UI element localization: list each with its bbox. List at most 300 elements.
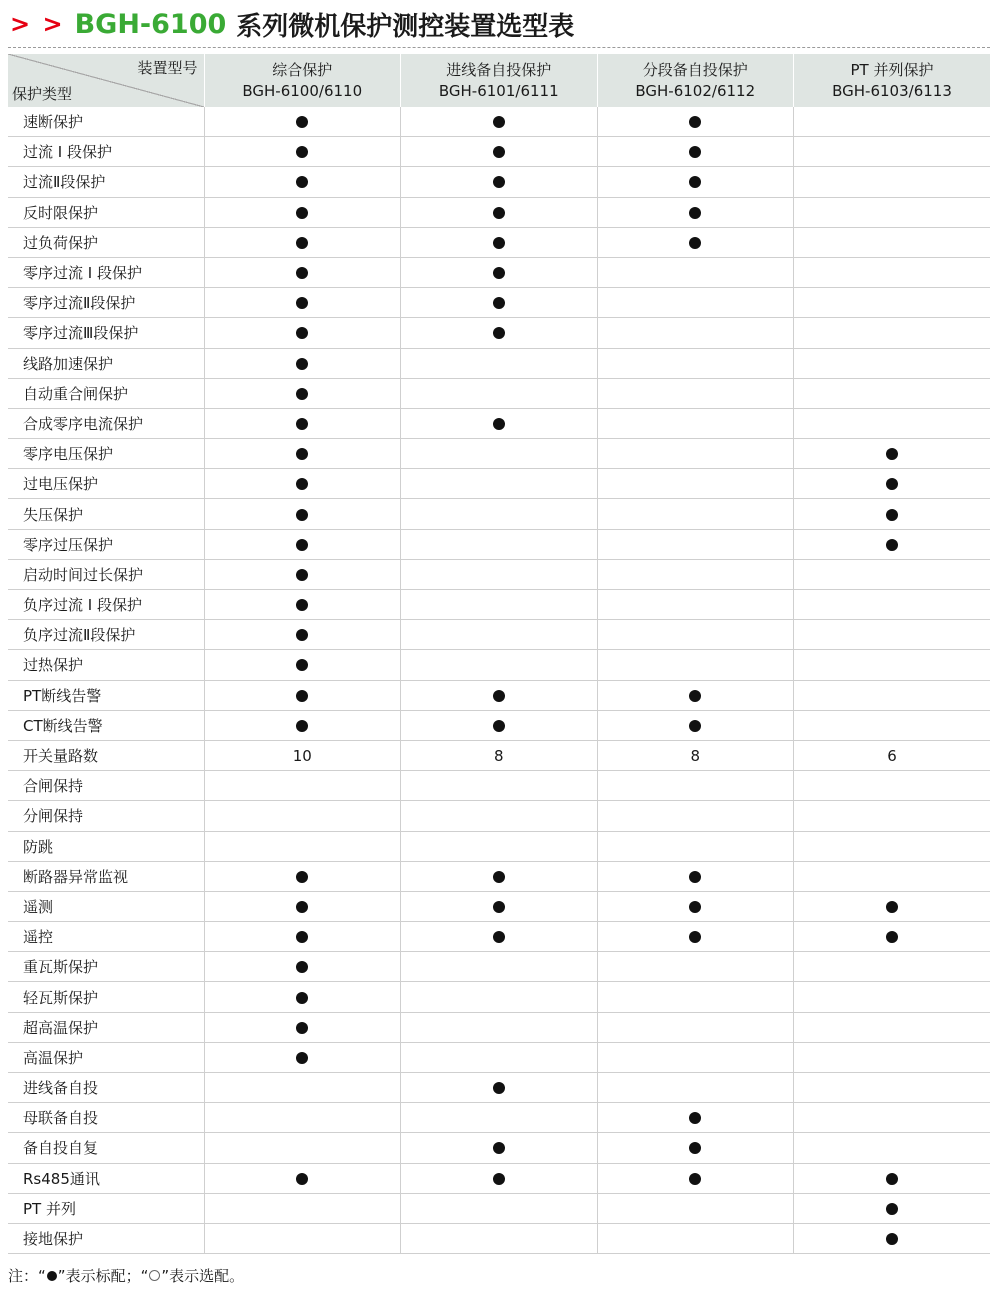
table-row	[8, 408, 990, 438]
table-row	[8, 650, 990, 680]
note-quote-close: ”	[161, 1266, 170, 1285]
table-cell	[401, 288, 598, 318]
filled-dot-icon	[296, 509, 308, 521]
row-label: 重瓦斯保护	[8, 952, 204, 982]
row-label: 失压保护	[8, 499, 204, 529]
table-cell	[794, 1103, 991, 1133]
table-row	[8, 831, 990, 861]
table-row	[8, 1163, 990, 1193]
row-label: 负序过流Ⅱ段保护	[8, 620, 204, 650]
filled-dot-icon	[493, 1173, 505, 1185]
row-label: 断路器异常监视	[8, 861, 204, 891]
table-cell	[794, 831, 991, 861]
table-cell	[597, 861, 794, 891]
filled-dot-icon	[886, 509, 898, 521]
table-cell	[597, 710, 794, 740]
table-cell	[204, 1193, 401, 1223]
table-row	[8, 197, 990, 227]
row-label: 母联备自投	[8, 1103, 204, 1133]
filled-dot-icon	[296, 720, 308, 732]
row-label: 合成零序电流保护	[8, 408, 204, 438]
table-cell	[401, 922, 598, 952]
column-model: BGH-6103/6113	[832, 81, 952, 100]
table-cell	[794, 680, 991, 710]
table-cell	[204, 1012, 401, 1042]
table-cell	[204, 197, 401, 227]
table-cell	[204, 922, 401, 952]
filled-dot-icon	[886, 1203, 898, 1215]
table-cell	[597, 801, 794, 831]
table-cell	[794, 167, 991, 197]
note-standard: 表示标配；	[65, 1267, 141, 1285]
table-cell	[401, 227, 598, 257]
table-cell	[401, 107, 598, 137]
table-cell	[597, 1073, 794, 1103]
table-cell	[794, 1012, 991, 1042]
filled-dot-icon	[296, 931, 308, 943]
filled-dot-icon	[296, 539, 308, 551]
filled-dot-icon	[493, 690, 505, 702]
filled-dot-icon	[296, 237, 308, 249]
table-row	[8, 469, 990, 499]
table-cell	[204, 167, 401, 197]
table-cell	[597, 137, 794, 167]
table-cell	[204, 559, 401, 589]
table-row	[8, 680, 990, 710]
row-label: 防跳	[8, 831, 204, 861]
table-cell	[401, 1133, 598, 1163]
column-model: BGH-6101/6111	[438, 81, 559, 100]
table-cell	[794, 439, 991, 469]
filled-dot-icon	[296, 297, 308, 309]
table-cell	[597, 197, 794, 227]
table-cell	[401, 257, 598, 287]
table-cell	[204, 952, 401, 982]
table-cell	[597, 1012, 794, 1042]
filled-dot-icon	[689, 176, 701, 188]
legend-note	[8, 1265, 244, 1286]
table-cell	[401, 559, 598, 589]
filled-dot-icon	[689, 720, 701, 732]
table-cell	[204, 590, 401, 620]
row-label: 启动时间过长保护	[8, 559, 204, 589]
filled-dot-icon	[296, 207, 308, 219]
filled-dot-icon	[886, 448, 898, 460]
table-cell	[597, 499, 794, 529]
column-header	[597, 54, 794, 107]
filled-dot-icon	[493, 327, 505, 339]
table-cell	[401, 439, 598, 469]
table-row	[8, 1103, 990, 1133]
table-cell	[401, 1223, 598, 1253]
table-cell	[204, 771, 401, 801]
filled-dot-icon	[886, 931, 898, 943]
table-cell	[204, 1073, 401, 1103]
table-cell	[794, 529, 991, 559]
filled-dot-icon	[689, 1173, 701, 1185]
filled-dot-icon	[296, 992, 308, 1004]
table-row	[8, 318, 990, 348]
table-cell	[597, 469, 794, 499]
filled-dot-icon	[296, 1173, 308, 1185]
row-label: 过电压保护	[8, 469, 204, 499]
filled-dot-icon	[493, 116, 505, 128]
table-cell	[794, 288, 991, 318]
row-label: 零序过压保护	[8, 529, 204, 559]
table-row	[8, 710, 990, 740]
filled-dot-icon	[689, 931, 701, 943]
table-cell	[794, 107, 991, 137]
table-cell	[204, 680, 401, 710]
table-cell	[597, 439, 794, 469]
note-optional: 表示选配。	[169, 1267, 245, 1285]
table-cell	[794, 1163, 991, 1193]
row-label: 零序过流 I 段保护	[8, 257, 204, 287]
table-row	[8, 137, 990, 167]
row-label: 接地保护	[8, 1223, 204, 1253]
row-label: 超高温保护	[8, 1012, 204, 1042]
table-cell	[597, 1223, 794, 1253]
filled-dot-icon	[296, 448, 308, 460]
table-cell	[597, 891, 794, 921]
table-cell	[794, 499, 991, 529]
table-cell	[204, 288, 401, 318]
filled-dot-icon	[689, 1112, 701, 1124]
filled-dot-icon	[296, 146, 308, 158]
filled-dot-icon	[296, 599, 308, 611]
table-cell	[794, 590, 991, 620]
table-cell	[204, 1223, 401, 1253]
filled-dot-icon	[493, 176, 505, 188]
table-header-row	[8, 54, 990, 107]
filled-dot-icon	[886, 539, 898, 551]
table-cell	[204, 1103, 401, 1133]
table-cell	[401, 1103, 598, 1133]
table-row	[8, 620, 990, 650]
filled-dot-icon	[493, 931, 505, 943]
filled-dot-icon	[493, 237, 505, 249]
table-cell	[204, 137, 401, 167]
table-cell	[597, 590, 794, 620]
filled-dot-icon	[47, 1271, 57, 1281]
table-cell	[401, 771, 598, 801]
table-cell	[794, 378, 991, 408]
table-cell	[401, 1012, 598, 1042]
table-cell	[401, 861, 598, 891]
table-cell	[204, 469, 401, 499]
table-cell	[597, 107, 794, 137]
table-cell	[597, 227, 794, 257]
filled-dot-icon	[689, 207, 701, 219]
table-cell	[204, 861, 401, 891]
table-cell	[597, 288, 794, 318]
filled-dot-icon	[493, 1142, 505, 1154]
table-row	[8, 529, 990, 559]
filled-dot-icon	[296, 961, 308, 973]
table-cell	[794, 620, 991, 650]
row-label: 备自投自复	[8, 1133, 204, 1163]
table-row	[8, 107, 990, 137]
table-cell	[597, 408, 794, 438]
filled-dot-icon	[689, 1142, 701, 1154]
filled-dot-icon	[493, 871, 505, 883]
table-cell	[597, 257, 794, 287]
table-row	[8, 378, 990, 408]
table-cell	[597, 1163, 794, 1193]
row-label: PT 并列	[8, 1193, 204, 1223]
table-cell	[794, 1042, 991, 1072]
table-cell	[794, 1133, 991, 1163]
column-name: PT 并列保护	[850, 60, 934, 79]
filled-dot-icon	[296, 116, 308, 128]
table-cell	[597, 167, 794, 197]
table-cell: 6	[794, 740, 991, 770]
column-header	[401, 54, 598, 107]
table-row	[8, 1223, 990, 1253]
filled-dot-icon	[689, 146, 701, 158]
corner-protection-type-label: 保护类型	[12, 85, 73, 103]
filled-dot-icon	[493, 146, 505, 158]
filled-dot-icon	[689, 871, 701, 883]
table-cell	[794, 1193, 991, 1223]
table-row	[8, 439, 990, 469]
table-cell	[401, 1042, 598, 1072]
table-cell: 10	[204, 740, 401, 770]
table-cell	[794, 1223, 991, 1253]
selection-table	[8, 54, 990, 1254]
table-cell	[794, 1073, 991, 1103]
filled-dot-icon	[296, 1022, 308, 1034]
table-cell	[401, 469, 598, 499]
table-cell	[204, 529, 401, 559]
note-quote-open: “	[140, 1266, 149, 1285]
table-cell	[597, 952, 794, 982]
table-row	[8, 740, 990, 770]
table-cell	[401, 529, 598, 559]
table-row	[8, 227, 990, 257]
table-cell	[401, 378, 598, 408]
table-cell	[204, 1042, 401, 1072]
table-cell	[794, 650, 991, 680]
filled-dot-icon	[296, 901, 308, 913]
table-row	[8, 1073, 990, 1103]
table-cell	[204, 499, 401, 529]
row-label: 分闸保持	[8, 801, 204, 831]
table-row	[8, 771, 990, 801]
table-cell	[401, 499, 598, 529]
table-cell	[204, 620, 401, 650]
table-cell	[401, 831, 598, 861]
filled-dot-icon	[689, 116, 701, 128]
table-cell	[401, 167, 598, 197]
table-cell	[401, 982, 598, 1012]
column-name: 分段备自投保护	[642, 60, 748, 79]
table-cell	[204, 318, 401, 348]
corner-device-model-label: 装置型号	[137, 59, 198, 77]
row-label: PT断线告警	[8, 680, 204, 710]
filled-dot-icon	[493, 297, 505, 309]
table-cell	[597, 982, 794, 1012]
table-row	[8, 1042, 990, 1072]
filled-dot-icon	[493, 1082, 505, 1094]
filled-dot-icon	[886, 1233, 898, 1245]
page-title	[10, 4, 574, 44]
filled-dot-icon	[296, 388, 308, 400]
table-cell	[401, 348, 598, 378]
table-cell	[401, 1163, 598, 1193]
table-cell	[401, 680, 598, 710]
filled-dot-icon	[296, 176, 308, 188]
table-cell	[204, 891, 401, 921]
table-row	[8, 590, 990, 620]
table-row	[8, 801, 990, 831]
table-row	[8, 891, 990, 921]
table-cell	[204, 408, 401, 438]
table-cell	[401, 318, 598, 348]
table-cell	[794, 982, 991, 1012]
table-cell	[597, 831, 794, 861]
hollow-dot-icon	[149, 1270, 160, 1281]
row-label: 遥控	[8, 922, 204, 952]
table-cell	[204, 982, 401, 1012]
row-label: Rs485通讯	[8, 1163, 204, 1193]
filled-dot-icon	[493, 418, 505, 430]
table-cell	[204, 227, 401, 257]
row-label: 遥测	[8, 891, 204, 921]
table-cell	[794, 257, 991, 287]
table-cell	[401, 197, 598, 227]
table-cell	[204, 650, 401, 680]
filled-dot-icon	[886, 901, 898, 913]
row-label: 零序电压保护	[8, 439, 204, 469]
table-cell	[597, 318, 794, 348]
table-cell	[794, 348, 991, 378]
row-label: 负序过流 I 段保护	[8, 590, 204, 620]
table-cell	[794, 227, 991, 257]
table-cell	[401, 408, 598, 438]
row-label: 过流Ⅱ段保护	[8, 167, 204, 197]
table-cell	[597, 680, 794, 710]
filled-dot-icon	[296, 569, 308, 581]
filled-dot-icon	[493, 207, 505, 219]
table-cell	[597, 378, 794, 408]
table-row	[8, 167, 990, 197]
filled-dot-icon	[296, 871, 308, 883]
column-model: BGH-6100/6110	[242, 81, 363, 100]
corner-header-cell	[8, 54, 204, 107]
row-label: 零序过流Ⅱ段保护	[8, 288, 204, 318]
row-label: CT断线告警	[8, 710, 204, 740]
table-row	[8, 1012, 990, 1042]
row-label: 进线备自投	[8, 1073, 204, 1103]
table-cell	[597, 559, 794, 589]
table-cell	[597, 922, 794, 952]
title-arrows: > >	[10, 10, 65, 38]
table-row	[8, 1133, 990, 1163]
table-cell	[401, 891, 598, 921]
table-cell	[401, 650, 598, 680]
table-cell	[794, 469, 991, 499]
table-cell	[401, 1073, 598, 1103]
filled-dot-icon	[296, 659, 308, 671]
filled-dot-icon	[493, 267, 505, 279]
table-cell	[597, 650, 794, 680]
filled-dot-icon	[689, 901, 701, 913]
title-text: 系列微机保护测控装置选型表	[236, 11, 575, 42]
filled-dot-icon	[689, 237, 701, 249]
table-cell	[401, 710, 598, 740]
row-label: 过热保护	[8, 650, 204, 680]
filled-dot-icon	[296, 1052, 308, 1064]
column-header	[204, 54, 401, 107]
table-row	[8, 499, 990, 529]
filled-dot-icon	[296, 690, 308, 702]
table-cell	[597, 771, 794, 801]
table-cell	[794, 922, 991, 952]
filled-dot-icon	[493, 901, 505, 913]
filled-dot-icon	[689, 690, 701, 702]
table-cell	[204, 1133, 401, 1163]
filled-dot-icon	[296, 478, 308, 490]
table-cell	[204, 710, 401, 740]
row-label: 高温保护	[8, 1042, 204, 1072]
table-row	[8, 288, 990, 318]
table-cell	[597, 1193, 794, 1223]
row-label: 零序过流Ⅲ段保护	[8, 318, 204, 348]
table-row	[8, 257, 990, 287]
table-row	[8, 1193, 990, 1223]
row-label: 自动重合闸保护	[8, 378, 204, 408]
table-cell	[597, 1133, 794, 1163]
filled-dot-icon	[886, 478, 898, 490]
row-label: 开关量路数	[8, 740, 204, 770]
table-cell	[401, 1193, 598, 1223]
row-label: 过负荷保护	[8, 227, 204, 257]
column-name: 进线备自投保护	[446, 60, 552, 79]
table-row	[8, 559, 990, 589]
table-cell	[794, 891, 991, 921]
filled-dot-icon	[296, 327, 308, 339]
filled-dot-icon	[296, 418, 308, 430]
table-cell	[401, 590, 598, 620]
table-row	[8, 982, 990, 1012]
filled-dot-icon	[493, 720, 505, 732]
note-prefix: 注：	[8, 1267, 39, 1285]
table-cell	[794, 197, 991, 227]
table-row	[8, 348, 990, 378]
column-model: BGH-6102/6112	[635, 81, 756, 100]
table-body	[8, 107, 990, 1254]
filled-dot-icon	[296, 629, 308, 641]
table-cell	[597, 620, 794, 650]
table-cell	[401, 952, 598, 982]
table-cell	[204, 439, 401, 469]
table-cell	[204, 107, 401, 137]
column-header	[794, 54, 991, 107]
row-label: 线路加速保护	[8, 348, 204, 378]
table-cell	[794, 801, 991, 831]
table-cell	[794, 861, 991, 891]
title-divider	[8, 47, 990, 48]
table-row	[8, 952, 990, 982]
table-cell	[204, 831, 401, 861]
table-cell	[597, 1042, 794, 1072]
table-cell	[204, 257, 401, 287]
table-cell: 8	[401, 740, 598, 770]
row-label: 轻瓦斯保护	[8, 982, 204, 1012]
table-cell	[204, 801, 401, 831]
table-row	[8, 922, 990, 952]
